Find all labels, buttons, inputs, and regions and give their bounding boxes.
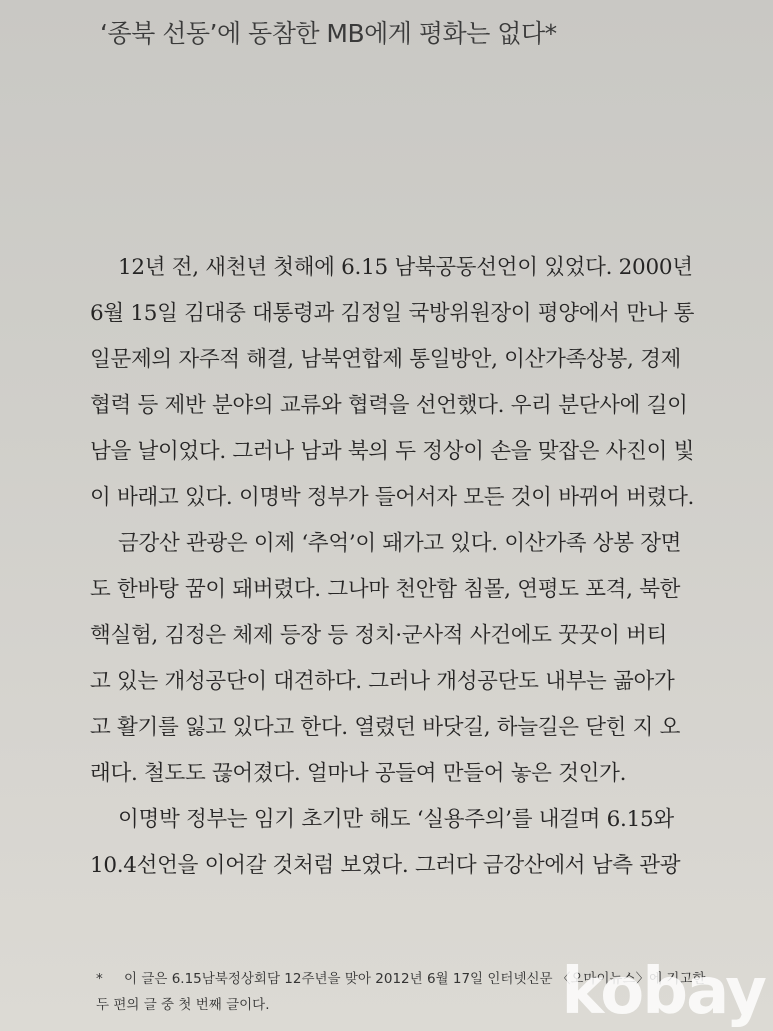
text-line: 금강산 관광은 이제 ‘추억’이 돼가고 있다. 이산가족 상봉 장면 (118, 531, 682, 556)
text-line: 이 바래고 있다. 이명박 정부가 들어서자 모든 것이 바뀌어 버렸다. (90, 485, 695, 510)
watermark-logo: kobay (561, 955, 765, 1029)
text-line: 도 한바탕 꿈이 돼버렸다. 그나마 천안함 침몰, 연평도 포격, 북한 (90, 577, 681, 602)
chapter-title: ‘종북 선동’에 동참한 MB에게 평화는 없다* (100, 19, 557, 48)
text-line: 10.4선언을 이어갈 것처럼 보였다. 그러다 금강산에서 남측 관광 (90, 853, 681, 878)
footnote-line: 두 편의 글 중 첫 번째 글이다. (96, 997, 270, 1013)
text-line: 6월 15일 김대중 대통령과 김정일 국방위원장이 평양에서 만나 통 (90, 301, 695, 326)
text-line: 남을 날이었다. 그러나 남과 북의 두 정상이 손을 맞잡은 사진이 빛 (90, 439, 695, 464)
text-line: 고 활기를 잃고 있다고 한다. 열렸던 바닷길, 하늘길은 닫힌 지 오 (90, 715, 681, 740)
footnote-line: 이 글은 6.15남북정상회담 12주년을 맞아 2012년 6월 17일 인터넷신문 〈오마이뉴스〉에 기고한 (124, 971, 706, 987)
text-line: 협력 등 제반 분야의 교류와 협력을 선언했다. 우리 분단사에 길이 (90, 393, 688, 418)
footnote-mark: * (96, 971, 103, 987)
text-line: 고 있는 개성공단이 대견하다. 그러나 개성공단도 내부는 곪아가 (90, 669, 675, 694)
text-line: 래다. 철도도 끊어졌다. 얼마나 공들여 만들어 놓은 것인가. (90, 761, 627, 786)
text-line: 핵실험, 김정은 체제 등장 등 정치·군사적 사건에도 꿋꿋이 버티 (90, 623, 668, 648)
text-line: 이명박 정부는 임기 초기만 해도 ‘실용주의’를 내걸며 6.15와 (118, 807, 674, 832)
text-line: 일문제의 자주적 해결, 남북연합제 통일방안, 이산가족상봉, 경제 (90, 347, 682, 372)
text-line: 12년 전, 새천년 첫해에 6.15 남북공동선언이 있었다. 2000년 (118, 255, 693, 280)
